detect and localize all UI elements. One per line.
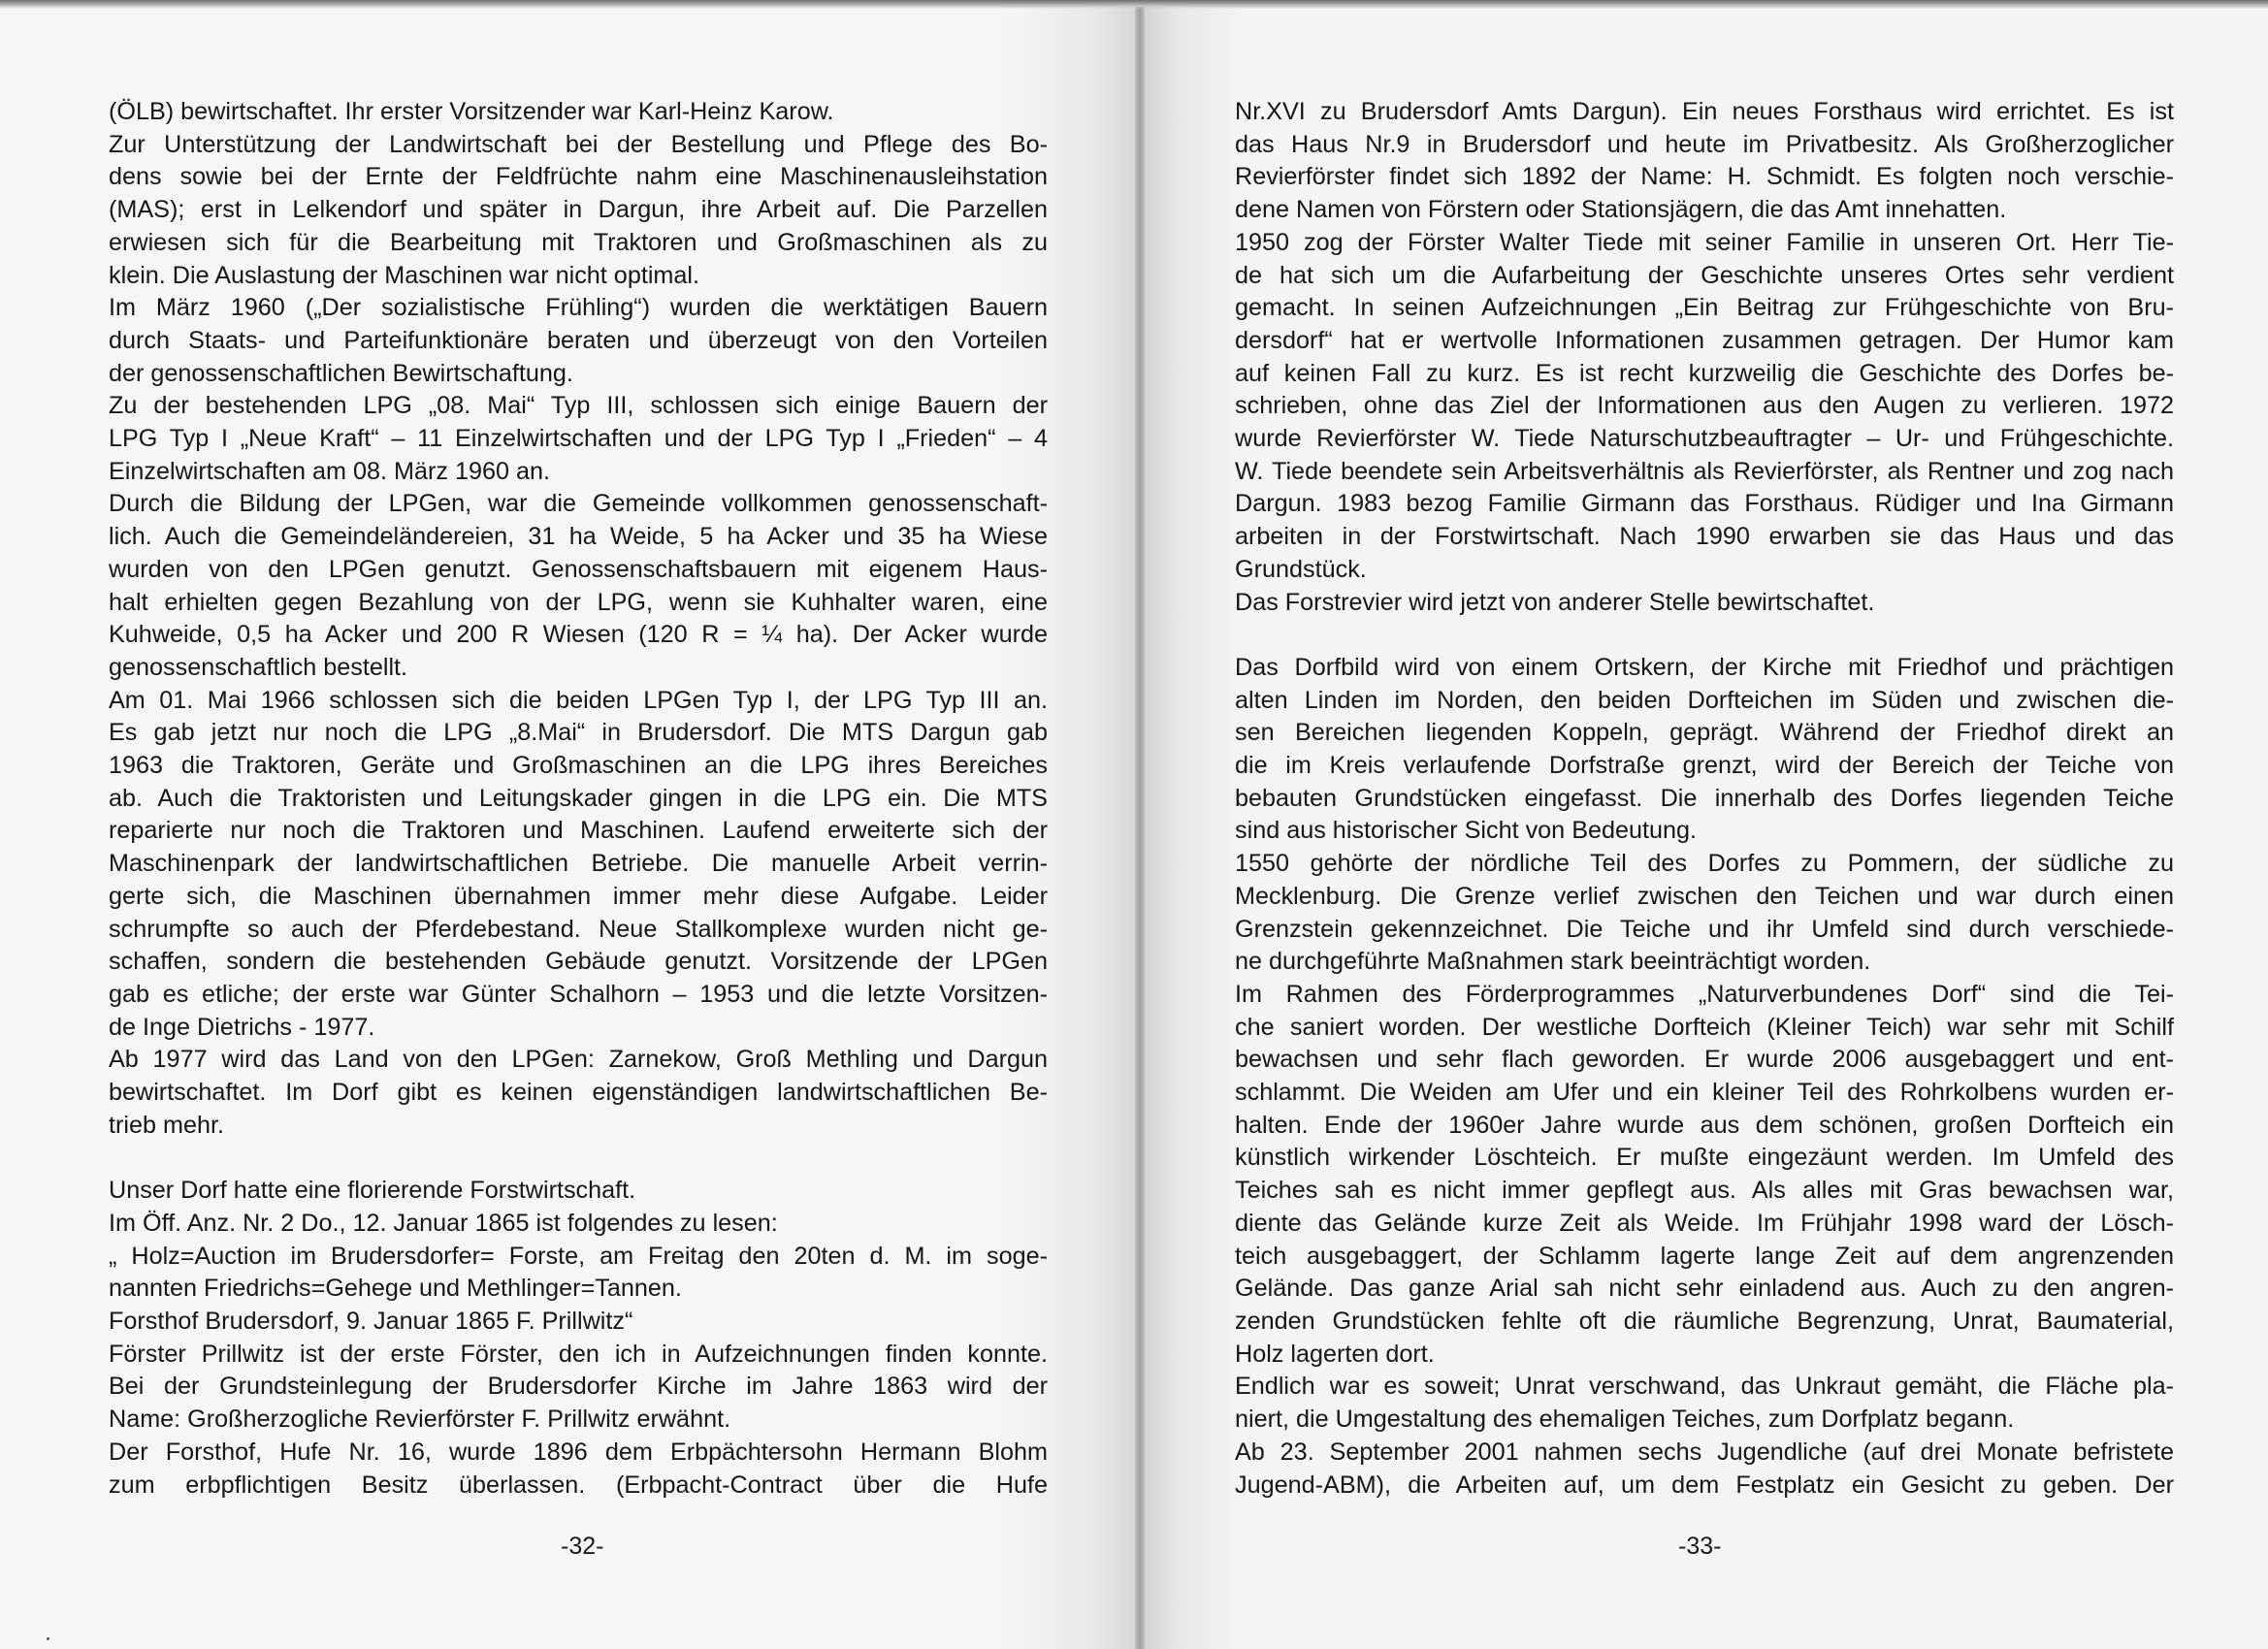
text-line: auf keinen Fall zu kurz. Es ist recht kurzweilig die Geschichte des Dorfes be-	[1235, 359, 2174, 387]
text-line: gerte sich, die Maschinen übernahmen immer mehr diese Aufgabe. Leider	[109, 882, 1048, 910]
text-line: 1950 zog der Förster Walter Tiede mit seiner Familie in unseren Ort. Herr Tie-	[1235, 228, 2174, 256]
text-line: Endlich war es soweit; Unrat verschwand, das Unkraut gemäht, die Fläche pla-	[1235, 1373, 2174, 1401]
text-line: Jugend-ABM), die Arbeiten auf, um dem Festplatz ein Gesicht zu geben. Der	[1235, 1471, 2174, 1499]
scan-top-edge	[0, 0, 2268, 9]
text-line: gemacht. In seinen Aufzeichnungen „Ein Beitrag zur Frühgeschichte von Bru-	[1235, 294, 2174, 322]
text-line: Förster Prillwitz ist der erste Förster, den ich in Aufzeichnungen finden konnte.	[109, 1340, 1048, 1368]
text-line: alten Linden im Norden, den beiden Dorfteichen im Süden und zwischen die-	[1235, 686, 2174, 714]
text-line: Ab 1977 wird das Land von den LPGen: Zarnekow, Groß Methling und Dargun	[109, 1046, 1048, 1074]
text-line: Kuhweide, 0,5 ha Acker und 200 R Wiesen (120 R = ¼ ha). Der Acker wurde	[109, 621, 1048, 649]
text-line	[1235, 619, 2174, 652]
text-line: sen Bereichen liegenden Koppeln, geprägt. Während der Friedhof direkt an	[1235, 719, 2174, 747]
text-line: Holz lagerten dort.	[1235, 1340, 1435, 1368]
text-line: dens sowie bei der Ernte der Feldfrüchte nahm eine Maschinenausleihstation	[109, 163, 1048, 191]
text-line: Revierförster findet sich 1892 der Name: H. Schmidt. Es folgten noch verschie-	[1235, 163, 2174, 191]
text-line: Name: Großherzogliche Revierförster F. Prillwitz erwähnt.	[109, 1406, 731, 1434]
text-line: ab. Auch die Traktoristen und Leitungskader gingen in die LPG ein. Die MTS	[109, 784, 1048, 812]
text-line: wurde Revierförster W. Tiede Naturschutzbeauftragter – Ur- und Frühgeschichte.	[1235, 425, 2174, 453]
text-line: durch Staats- und Parteifunktionäre beraten und überzeugt von den Vorteilen	[109, 326, 1048, 354]
text-line: (ÖLB) bewirtschaftet. Ihr erster Vorsitzender war Karl-Heinz Karow.	[109, 98, 834, 125]
text-line: Unser Dorf hatte eine florierende Forstwirtschaft.	[109, 1177, 636, 1205]
text-line: Der Forsthof, Hufe Nr. 16, wurde 1896 dem Erbpächtersohn Hermann Blohm	[109, 1438, 1048, 1466]
text-line: trieb mehr.	[109, 1111, 224, 1139]
text-line: zum erbpflichtigen Besitz überlassen. (Erbpacht-Contract über die Hufe	[109, 1471, 1048, 1499]
text-line: diente das Gelände kurze Zeit als Weide. Im Frühjahr 1998 ward der Lösch-	[1235, 1209, 2174, 1237]
text-line: 1550 gehörte der nördliche Teil des Dorfes zu Pommern, der südliche zu	[1235, 850, 2174, 878]
text-line: wurden von den LPGen genutzt. Genossenschaftsbauern mit eigenem Haus-	[109, 555, 1048, 583]
text-line: dersdorf“ hat er wertvolle Informationen zusammen getragen. Der Humor kam	[1235, 326, 2174, 354]
right-page	[1140, 0, 2268, 1649]
text-line: bewachsen und sehr flach geworden. Er wurde 2006 ausgebaggert und ent-	[1235, 1046, 2174, 1074]
text-line: Einzelwirtschaften am 08. März 1960 an.	[109, 457, 550, 485]
text-line: bebauten Grundstücken eingefasst. Die innerhalb des Dorfes liegenden Teiche	[1235, 784, 2174, 812]
text-line: das Haus Nr.9 in Brudersdorf und heute im Privatbesitz. Als Großherzoglicher	[1235, 130, 2174, 158]
text-line: schaffen, sondern die bestehenden Gebäude genutzt. Vorsitzende der LPGen	[109, 948, 1048, 976]
text-line: zenden Grundstücken fehlte oft die räumliche Begrenzung, Unrat, Baumaterial,	[1235, 1308, 2174, 1335]
text-line: Nr.XVI zu Brudersdorf Amts Dargun). Ein neues Forsthaus wird errichtet. Es ist	[1235, 98, 2174, 125]
scan-speck	[47, 1637, 49, 1640]
text-line: W. Tiede beendete sein Arbeitsverhältnis als Revierförster, als Rentner und zog nach	[1235, 457, 2174, 485]
text-line: Das Dorfbild wird von einem Ortskern, der Kirche mit Friedhof und prächtigen	[1235, 653, 2174, 681]
text-line: 1963 die Traktoren, Geräte und Großmaschinen an die LPG ihres Bereiches	[109, 752, 1048, 780]
text-line: Dargun. 1983 bezog Familie Girmann das Forsthaus. Rüdiger und Ina Girmann	[1235, 490, 2174, 518]
text-line: Gelände. Das ganze Arial sah nicht sehr einladend aus. Auch zu den angren-	[1235, 1275, 2174, 1303]
text-line: Es gab jetzt nur noch die LPG „8.Mai“ in Brudersdorf. Die MTS Dargun gab	[109, 719, 1048, 747]
text-line: Im März 1960 („Der sozialistische Frühling“) wurden die werktätigen Bauern	[109, 294, 1048, 322]
right-page-text	[1235, 96, 2174, 1502]
text-line: die im Kreis verlaufende Dorfstraße grenzt, wird der Bereich der Teiche von	[1235, 752, 2174, 780]
text-line: de Inge Dietrichs - 1977.	[109, 1013, 375, 1041]
text-line: Durch die Bildung der LPGen, war die Gemeinde vollkommen genossenschaft-	[109, 490, 1048, 518]
text-line: Mecklenburg. Die Grenze verlief zwischen den Teichen und war durch einen	[1235, 882, 2174, 910]
text-line: halten. Ende der 1960er Jahre wurde aus dem schönen, großen Dorfteich ein	[1235, 1111, 2174, 1139]
left-page-text	[109, 96, 1048, 1502]
text-line: Grenzstein gekennzeichnet. Die Teiche und ihr Umfeld sind durch verschiede-	[1235, 915, 2174, 943]
text-line: reparierte nur noch die Traktoren und Maschinen. Laufend erweiterte sich der	[109, 817, 1048, 845]
text-line: teich ausgebaggert, der Schlamm lagerte lange Zeit auf dem angrenzenden	[1235, 1242, 2174, 1270]
text-line: nannten Friedrichs=Gehege und Methlinger=Tannen.	[109, 1275, 682, 1303]
page-number-left: -32-	[561, 1533, 604, 1560]
text-line: niert, die Umgestaltung des ehemaligen Teiches, zum Dorfplatz begann.	[1235, 1406, 2015, 1434]
text-line: (MAS); erst in Lelkendorf und später in Dargun, ihre Arbeit auf. Die Parzellen	[109, 196, 1048, 224]
text-line: klein. Die Auslastung der Maschinen war nicht optimal.	[109, 261, 700, 289]
text-line: che saniert worden. Der westliche Dorfteich (Kleiner Teich) war sehr mit Schilf	[1235, 1013, 2174, 1041]
text-line: erwiesen sich für die Bearbeitung mit Traktoren und Großmaschinen als zu	[109, 228, 1048, 256]
text-line: ne durchgeführte Maßnahmen stark beeinträchtigt worden.	[1235, 948, 1871, 976]
text-line: Grundstück.	[1235, 555, 1367, 583]
text-line: lich. Auch die Gemeindeländereien, 31 ha Weide, 5 ha Acker und 35 ha Wiese	[109, 523, 1048, 551]
text-line: Forsthof Brudersdorf, 9. Januar 1865 F. Prillwitz“	[109, 1308, 633, 1335]
text-line: der genossenschaftlichen Bewirtschaftung.	[109, 359, 573, 387]
text-line: LPG Typ I „Neue Kraft“ – 11 Einzelwirtschaften und der LPG Typ I „Frieden“ – 4	[109, 425, 1048, 453]
text-line: Im Rahmen des Förderprogrammes „Naturverbundenes Dorf“ sind die Tei-	[1235, 980, 2174, 1008]
text-line: Das Forstrevier wird jetzt von anderer Stelle bewirtschaftet.	[1235, 588, 1875, 616]
text-line: Maschinenpark der landwirtschaftlichen Betriebe. Die manuelle Arbeit verrin-	[109, 850, 1048, 878]
text-line	[109, 1143, 1048, 1176]
text-line: de hat sich um die Aufarbeitung der Geschichte unseres Ortes sehr verdient	[1235, 261, 2174, 289]
text-line: Zu der bestehenden LPG „08. Mai“ Typ III, schlossen sich einige Bauern der	[109, 392, 1048, 420]
text-line: Ab 23. September 2001 nahmen sechs Jugendliche (auf drei Monate befristete	[1235, 1438, 2174, 1466]
text-line: „ Holz=Auction im Brudersdorfer= Forste, am Freitag den 20ten d. M. im soge-	[109, 1242, 1048, 1270]
text-line: schrieben, ohne das Ziel der Informationen aus den Augen zu verlieren. 1972	[1235, 392, 2174, 420]
text-line: dene Namen von Förstern oder Stationsjägern, die das Amt innehatten.	[1235, 196, 2007, 224]
text-line: Im Öff. Anz. Nr. 2 Do., 12. Januar 1865 ist folgendes zu lesen:	[109, 1209, 778, 1237]
text-line: bewirtschaftet. Im Dorf gibt es keinen eigenständigen landwirtschaftlichen Be-	[109, 1079, 1048, 1107]
text-line: künstlich wirkender Löschteich. Er mußte eingezäunt werden. Im Umfeld des	[1235, 1144, 2174, 1172]
page-number-right: -33-	[1678, 1533, 1722, 1560]
text-line: gab es etliche; der erste war Günter Schalhorn – 1953 und die letzte Vorsitzen-	[109, 980, 1048, 1008]
text-line: schlammt. Die Weiden am Ufer und ein kleiner Teil des Rohrkolbens wurden er-	[1235, 1079, 2174, 1107]
text-line: Am 01. Mai 1966 schlossen sich die beiden LPGen Typ I, der LPG Typ III an.	[109, 686, 1048, 714]
text-line: genossenschaftlich bestellt.	[109, 653, 408, 681]
book-gutter	[1135, 0, 1145, 1649]
text-line: sind aus historischer Sicht von Bedeutung.	[1235, 817, 1698, 845]
text-line: halt erhielten gegen Bezahlung von der LPG, wenn sie Kuhhalter waren, eine	[109, 588, 1048, 616]
text-line: arbeiten in der Forstwirtschaft. Nach 1990 erwarben sie das Haus und das	[1235, 523, 2174, 551]
text-line: Bei der Grundsteinlegung der Brudersdorfer Kirche im Jahre 1863 wird der	[109, 1373, 1048, 1401]
text-line: Zur Unterstützung der Landwirtschaft bei der Bestellung und Pflege des Bo-	[109, 130, 1048, 158]
text-line: Teiches sah es nicht immer gepflegt aus. Als alles mit Gras bewachsen war,	[1235, 1177, 2174, 1205]
text-line: schrumpfte so auch der Pferdebestand. Neue Stallkomplexe wurden nicht ge-	[109, 915, 1048, 943]
